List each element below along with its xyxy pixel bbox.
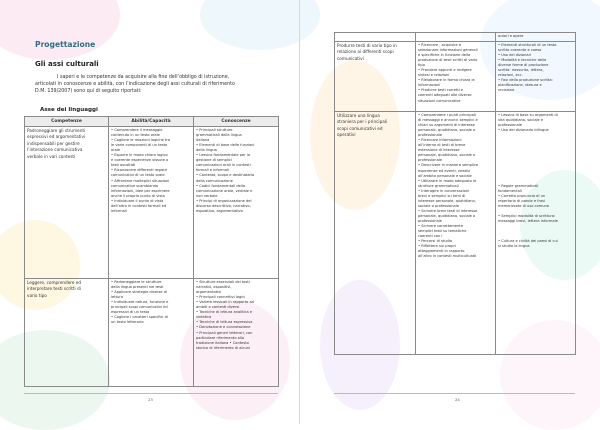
cell-abilita <box>416 112 496 355</box>
cell-abilita <box>416 33 496 42</box>
cell-line: • Uso dei dizionari <box>498 53 532 58</box>
cell-line: atteggiamenti in rapporto <box>418 249 465 254</box>
cell-line: informazioni, idee per esprimere <box>111 188 170 193</box>
cell-line: • Tecniche di lettura espressiva <box>196 320 253 325</box>
table-row <box>25 279 279 387</box>
cell-line: personale, quotidiano, sociale o <box>418 153 476 158</box>
cell-line: scopi comunicativi ed <box>337 125 383 131</box>
cell-line: interpretare testi scritti di <box>27 286 81 292</box>
cell-line: repertorio di parole e frasi <box>498 198 546 203</box>
cell-line: anche il proprio punto di vista <box>111 193 165 198</box>
cell-line: espositivo, argomentativo <box>196 208 243 213</box>
cell-line: non verbale <box>196 193 218 198</box>
cell-line: selezionare informazioni generali <box>418 48 478 53</box>
cell-line: vario tipo <box>27 292 47 298</box>
cell-line: contenuto in un testo orale <box>111 133 160 138</box>
cell-line: all’altro in contesti multiculturali <box>418 254 477 259</box>
cell-competenze <box>335 112 416 355</box>
cell-line: informali <box>111 208 127 213</box>
cell-line: • Prendere appunti e redigere <box>418 68 472 73</box>
page-number: 24 <box>455 397 460 402</box>
cell-line: straniera per i principali <box>337 119 388 125</box>
cell-line: professionale <box>498 123 522 128</box>
cell-abilita <box>416 42 496 112</box>
cell-line: • Utilizzare in modo adeguato le <box>418 178 477 183</box>
table-header-row <box>25 117 279 127</box>
cell-line: • Semplici modalità di scrittura: <box>498 213 556 218</box>
cell-line: semplici testi su tematiche <box>418 229 467 234</box>
cell-line: della comunicazione <box>196 178 233 183</box>
cell-line: comunicazioni orali in contesti <box>196 163 251 168</box>
cell-line: • Riflettere sui propri <box>418 244 456 249</box>
cell-line: relazioni, ecc. <box>498 73 523 78</box>
cell-line: si studia la lingua <box>498 244 530 249</box>
paragraph-line: articolati in conoscenze e abilità, con l’indicazione degli assi culturali di riferimento <box>35 82 235 88</box>
cell-line: italiana <box>196 138 210 143</box>
paragraph-line: D.M. 139/2007) sono qui di seguito riportati: <box>35 89 142 95</box>
cell-line: diverse forme di produzione <box>498 63 549 68</box>
cell-competenze <box>25 279 109 387</box>
cell-line: relazione ai differenti scopi <box>337 49 394 55</box>
cell-conoscenze <box>496 33 576 42</box>
cell-line: comunicativi di un testo orale <box>111 173 165 178</box>
subtitle: Gli assi culturali <box>35 60 99 68</box>
cell-line: operativi <box>337 132 356 138</box>
cell-line: tipo <box>418 63 425 68</box>
cell-line: • Riconoscere differenti registri <box>111 168 168 173</box>
cell-line: sintesi e relazioni <box>418 73 450 78</box>
cell-line: • Affrontare molteplici situazioni <box>111 178 170 183</box>
cell-line: • Padroneggiare le strutture <box>111 280 162 285</box>
cell-line: • Cultura e civiltà dei paesi di cui <box>498 239 558 244</box>
cell-line: • Principi di organizzazione del <box>196 198 252 203</box>
paragraph-line: I saperi e le competenze da acquisire alla fine dell’obbligo di istruzione, <box>57 75 230 80</box>
table-row <box>335 42 576 112</box>
cell-line: estensione di interesse <box>418 148 460 153</box>
cell-line: revisione <box>498 88 515 93</box>
cell-line: pianificazione, stesura e <box>498 83 542 88</box>
cell-line: • Uso del dizionario bilingue <box>498 128 549 133</box>
cell-line: • Corretta pronuncia di un <box>498 193 546 198</box>
cell-competenze <box>25 127 109 279</box>
cell-line: Utilizzare una lingua <box>337 113 380 118</box>
cell-line: storico di riferimento di alcuni <box>196 345 251 350</box>
cell-line: produzione di testi scritti di vario <box>418 58 478 63</box>
cell-line: esperienze ed eventi, relativi <box>418 168 471 173</box>
cell-line: • Principali connettivi logici <box>196 295 246 300</box>
cell-line: • Lessico di base su argomenti di <box>498 113 558 117</box>
cell-line: scritta: riassunto, lettera, <box>498 68 544 73</box>
cell-line: l’interazione comunicativa <box>27 147 83 153</box>
cell-line: espressivi di un testo <box>111 310 150 315</box>
cell-line: vita quotidiana, sociale e <box>498 118 544 123</box>
cell-line: e coerente esperienze vissute o <box>111 158 169 163</box>
cell-line: espressivi ed argomentativi <box>27 134 86 140</box>
competences-table-right <box>334 32 576 355</box>
cell-line: • Regole grammaticali <box>498 183 539 188</box>
cell-line: situazioni comunicative <box>418 98 461 103</box>
cell-line: tradizione italiana • Contesto <box>196 340 249 345</box>
cell-line: • Comprendere i punti principali <box>418 113 476 117</box>
cell-line: della lingua presenti nei testi <box>111 285 164 290</box>
cell-line: comunicazione orale, verbale e <box>196 188 253 193</box>
cell-line: • Modalità e tecniche delle <box>498 58 547 63</box>
table-row <box>335 112 576 355</box>
cell-line: fondamentali <box>498 188 522 193</box>
cell-line: • Scrivere brevi testi di interesse <box>418 208 478 213</box>
cell-line: dell’altro in contesti formali ed <box>111 203 167 208</box>
cell-line: gestione di semplici <box>196 158 232 163</box>
cell-line: • Cogliere le relazioni logiche tra <box>111 138 171 143</box>
cell-line: personale, quotidiano, sociale o <box>418 128 476 133</box>
section-title: Progettazione <box>35 40 96 49</box>
cell-line: messaggi brevi, lettera informale <box>498 218 558 223</box>
cell-abilita <box>109 127 194 279</box>
cell-line: comunicativi <box>337 55 364 61</box>
cell-line: verbale in vari contesti <box>27 153 76 159</box>
cell-line: memorizzate di uso comune <box>498 203 549 208</box>
cell-abilita <box>109 279 194 387</box>
footer-rule <box>24 393 278 394</box>
cell-line: sintetica <box>196 315 212 320</box>
cell-line: • Individuare natura, funzione e <box>111 300 169 305</box>
cell-line: informazioni <box>418 83 441 88</box>
cell-competenze <box>335 42 416 112</box>
cell-line: • Individuare il punto di vista <box>111 198 164 203</box>
cell-line: • Principali strutture <box>196 128 233 133</box>
cell-line: sociale o professionale <box>418 203 459 208</box>
cell-line: un testo letterario <box>111 320 144 325</box>
cell-line: • Varietà lessicali in rapporto ad <box>196 300 254 305</box>
cell-line: • Lessico fondamentale per la <box>196 153 250 158</box>
competences-table-left <box>24 116 279 387</box>
cell-line: professionale <box>418 158 442 163</box>
cell-line: di messaggi e annunci semplici e <box>418 118 478 123</box>
cell-line: • Denotazione e connotazione <box>196 325 251 330</box>
header-abilita: Abilità/Capacità <box>109 117 194 127</box>
cell-line: • Interagire in conversazioni <box>418 188 470 193</box>
cell-line: • Percorsi di studio <box>418 239 453 244</box>
cell-line: autori e opere <box>498 34 524 38</box>
header-conoscenze: Conoscenze <box>194 117 279 127</box>
cell-line: coerenti con i <box>418 234 443 239</box>
cell-line: interesse personale, quotidiano, <box>418 198 476 203</box>
header-competenze: Competenze <box>25 117 109 127</box>
cell-line: • Ricercare , acquisire e <box>418 43 462 47</box>
cell-line: • Fasi della produzione scritta: <box>498 78 553 83</box>
table-row <box>335 33 576 42</box>
cell-line: all’interno di testi di breve <box>418 143 466 148</box>
cell-line: narrativi, espositivi, <box>196 285 232 290</box>
cell-line: coerenti adeguati alle diverse <box>418 93 472 98</box>
cell-line: • Scrivere correttamente <box>418 224 463 229</box>
footer-rule <box>334 393 575 394</box>
cell-line: • Comprendere il messaggio <box>111 128 163 133</box>
cell-conoscenze <box>194 279 279 387</box>
cell-line: della lingua <box>196 148 217 153</box>
cell-line: • Strutture essenziali dei testi <box>196 280 250 285</box>
cell-line: personale, quotidiano, sociale o <box>418 213 476 218</box>
cell-line: Produrre testi di vario tipo in <box>337 43 397 48</box>
cell-line: • Esporre in modo chiaro logico <box>111 153 168 158</box>
cell-line: formali e informali <box>196 168 229 173</box>
cell-line: argomentativi <box>196 290 222 295</box>
cell-line: comunicative scambiando <box>111 183 159 188</box>
cell-line: • Principali generi letterari, con <box>196 330 253 335</box>
cell-line: particolare riferimento alla <box>196 335 245 340</box>
cell-line: testi ascoltati <box>111 163 136 168</box>
cell-line: brevi e semplici su temi di <box>418 193 466 198</box>
cell-line: Padroneggiare gli strumenti <box>27 128 86 134</box>
cell-line: indispensabili per gestire <box>27 140 80 146</box>
cell-line: • Contesto, scopo e destinatario <box>196 173 255 178</box>
cell-line: professionale <box>418 218 442 223</box>
cell-line: strutture grammaticali <box>418 183 459 188</box>
table-row <box>25 127 279 279</box>
cell-line: lettura <box>111 295 123 300</box>
cell-line: le varie componenti di un testo <box>111 143 168 148</box>
table-title: Asse dei linguaggi <box>40 107 98 113</box>
cell-line: all’ambito personale e sociale <box>418 173 472 178</box>
cell-competenze <box>335 33 416 42</box>
cell-line: • Produrre testi corretti e <box>418 88 464 93</box>
cell-line: professionale <box>418 133 442 138</box>
cell-line: Leggere, comprendere ed <box>27 280 82 286</box>
cell-line: scritto coerente e coeso <box>498 48 542 53</box>
cell-line: principali scopi comunicativi ed <box>111 305 168 310</box>
cell-line: grammaticali della lingua <box>196 133 242 138</box>
cell-conoscenze <box>496 112 576 355</box>
intro-paragraph <box>35 74 275 96</box>
cell-line: chiari su argomenti di interesse <box>418 123 475 128</box>
cell-line: • Ricercare informazioni <box>418 138 462 143</box>
cell-conoscenze <box>496 42 576 112</box>
cell-line: • Codici fondamentali della <box>196 183 246 188</box>
page-number: 23 <box>148 397 153 402</box>
cell-line: ambiti e contesti diversi <box>196 305 240 310</box>
cell-line: e specifiche in funzione della <box>418 53 471 58</box>
cell-line: • Elementi di base delle funzioni <box>196 143 255 148</box>
cell-conoscenze <box>194 127 279 279</box>
cell-line: discorso descrittivo, narrativo, <box>196 203 251 208</box>
cell-line: orale <box>111 148 121 153</box>
cell-line: • Applicare strategie diverse di <box>111 290 168 295</box>
cell-line: • Descrivere in maniera semplice <box>418 163 479 168</box>
cell-line: • Elementi strutturali di un testo <box>498 43 557 47</box>
cell-line: • Cogliere i caratteri specifici di <box>111 315 168 320</box>
cell-line: • Tecniche di lettura analitica e <box>196 310 253 315</box>
cell-line: • Rielaborare in forma chiara le <box>418 78 475 83</box>
